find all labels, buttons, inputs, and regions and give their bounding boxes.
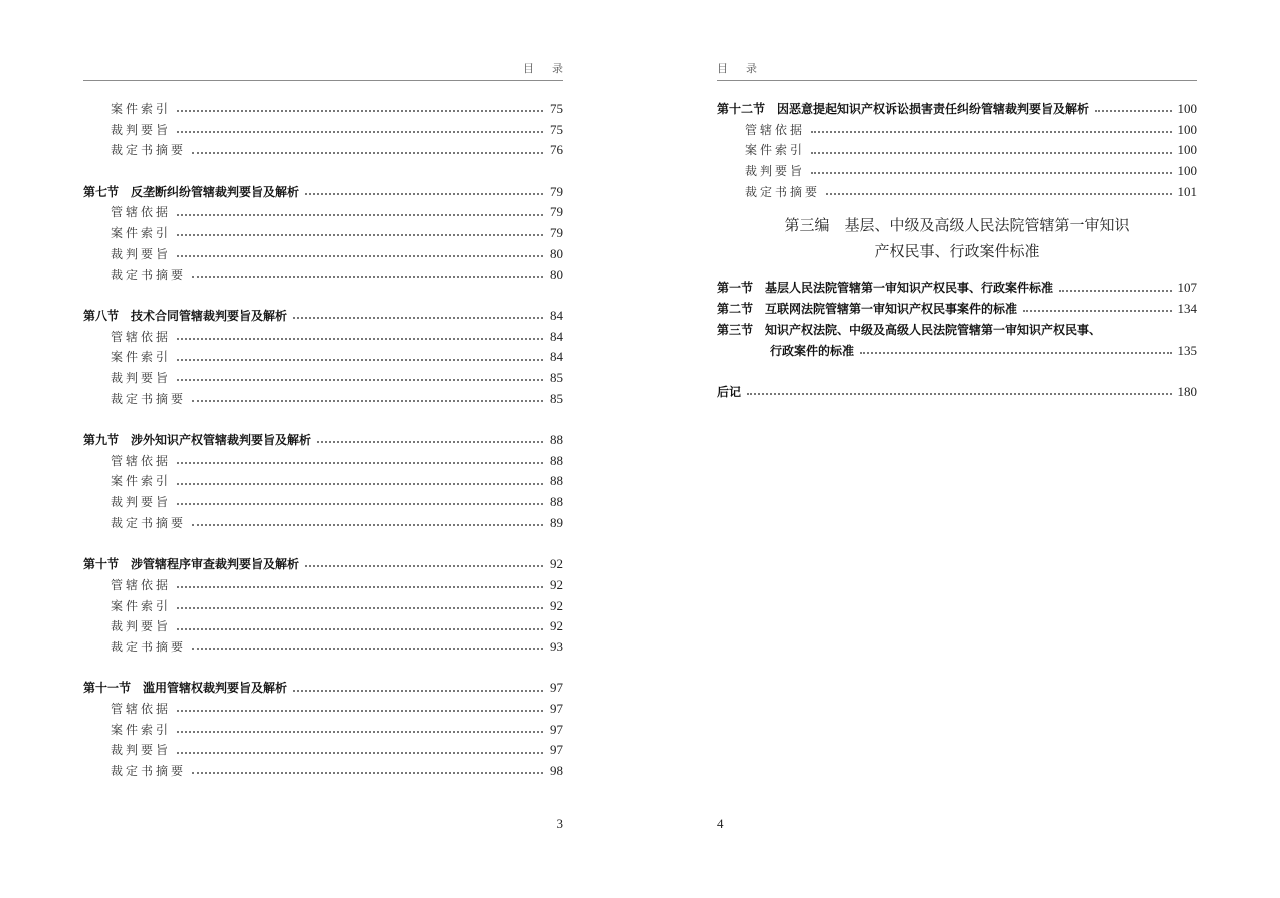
page-ref: 92 (550, 576, 563, 592)
toc-section-entry[interactable] (83, 678, 563, 699)
toc-section-entry[interactable] (83, 182, 563, 203)
subentry-title: 裁判要旨 (111, 495, 172, 510)
page-ref: 75 (550, 121, 563, 137)
toc-section-entry[interactable] (717, 299, 1197, 320)
dot-leader (317, 434, 543, 446)
subentry-title: 裁判要旨 (111, 619, 172, 634)
dot-leader (177, 600, 543, 612)
dot-leader (177, 703, 543, 715)
subentry-title: 裁判要旨 (111, 743, 172, 758)
subentry-title: 管辖依据 (111, 205, 172, 220)
dot-leader (1023, 303, 1171, 315)
subentry-title: 裁定书摘要 (111, 639, 187, 654)
toc-subentry[interactable] (83, 637, 563, 658)
afterword-title: 后记 (717, 384, 742, 399)
section-title: 涉管辖程序审查裁判要旨及解析 (131, 557, 300, 572)
section-title-continued: 行政案件的标准 (770, 343, 855, 358)
dot-leader (747, 386, 1171, 398)
toc-afterword-entry[interactable] (717, 382, 1197, 403)
dot-leader (860, 345, 1171, 357)
part-title-line: 产权民事、行政案件标准 (874, 242, 1040, 261)
subentry-title: 裁判要旨 (111, 122, 172, 137)
dot-leader (192, 393, 543, 405)
subentry-title: 裁判要旨 (111, 246, 172, 261)
toc-subentry[interactable] (83, 223, 563, 244)
page-ref: 100 (1177, 142, 1197, 158)
running-head-text: 目录 (717, 62, 775, 75)
section-number: 第九节 (83, 433, 120, 447)
page-ref: 88 (550, 473, 563, 489)
dot-leader (177, 476, 543, 488)
dot-leader (177, 207, 543, 219)
part-title-line: 第三编 基层、中级及高级人民法院管辖第一审知识 (784, 216, 1130, 235)
page-ref: 107 (1177, 280, 1197, 296)
dot-leader (811, 165, 1171, 177)
toc-subentry[interactable] (83, 327, 563, 348)
page-ref: 100 (1177, 121, 1197, 137)
section-number: 第十节 (83, 557, 120, 572)
dot-leader (177, 496, 543, 508)
subentry-title: 案件索引 (745, 143, 806, 158)
page-ref: 100 (1177, 101, 1197, 116)
right-page (717, 0, 1197, 898)
page-ref: 92 (550, 597, 563, 613)
page-ref: 92 (550, 556, 563, 572)
page-ref: 85 (550, 390, 563, 406)
section-title: 反垄断纠纷管辖裁判要旨及解析 (131, 184, 300, 199)
subentry-title: 裁判要旨 (111, 370, 172, 385)
subentry-title: 案件索引 (111, 474, 172, 489)
toc-subentry[interactable] (83, 740, 563, 761)
left-page (83, 0, 581, 898)
dot-leader (177, 331, 543, 343)
dot-leader (177, 103, 543, 115)
page-ref: 79 (550, 225, 563, 241)
dot-leader (177, 372, 543, 384)
subentry-title: 案件索引 (111, 722, 172, 737)
toc-subentry[interactable] (83, 265, 563, 286)
toc-subentry[interactable] (83, 575, 563, 596)
dot-leader (177, 745, 543, 757)
page-ref: 89 (550, 514, 563, 530)
toc-subentry[interactable] (83, 720, 563, 741)
page-number: 4 (717, 816, 724, 831)
subentry-title: 管辖依据 (111, 577, 172, 592)
page-ref: 79 (550, 204, 563, 220)
page-ref: 135 (1177, 342, 1197, 358)
page-ref: 84 (550, 307, 563, 323)
toc-subentry[interactable] (83, 389, 563, 410)
page-ref: 88 (550, 432, 563, 447)
toc-subentry[interactable] (83, 99, 563, 120)
toc-section-entry[interactable] (83, 554, 563, 575)
dot-leader (192, 517, 543, 529)
page-ref: 97 (550, 721, 563, 737)
page-ref: 101 (1177, 183, 1197, 199)
running-head (83, 60, 581, 81)
dot-leader (811, 124, 1171, 136)
subentry-title: 裁判要旨 (745, 164, 806, 179)
toc-subentry[interactable] (83, 513, 563, 534)
toc-subentry[interactable] (83, 244, 563, 265)
toc-subentry[interactable] (83, 368, 563, 389)
section-number: 第八节 (83, 308, 120, 323)
section-number: 第十二节 (717, 102, 766, 116)
toc-subentry[interactable] (83, 761, 563, 782)
page-ref: 92 (550, 618, 563, 634)
dot-leader (177, 227, 543, 239)
section-title: 基层人民法院管辖第一审知识产权民事、行政案件标准 (765, 281, 1054, 296)
toc-subentry[interactable] (83, 140, 563, 161)
dot-leader (177, 579, 543, 591)
dot-leader (177, 248, 543, 260)
toc-section-entry[interactable] (717, 320, 1197, 361)
toc-section-entry[interactable] (717, 278, 1197, 299)
page-ref: 93 (550, 638, 563, 654)
page-ref: 88 (550, 494, 563, 510)
page-ref: 180 (1177, 383, 1197, 399)
toc-subentry[interactable] (717, 140, 1197, 161)
dot-leader (305, 558, 543, 570)
subentry-title: 案件索引 (111, 226, 172, 241)
dot-leader (811, 145, 1171, 157)
dot-leader (192, 765, 543, 777)
toc-subentry[interactable] (83, 202, 563, 223)
page-ref: 85 (550, 369, 563, 385)
subentry-title: 案件索引 (111, 102, 172, 116)
toc-subentry[interactable] (717, 161, 1197, 182)
page-ref: 134 (1177, 301, 1197, 317)
toc-subentry[interactable] (83, 596, 563, 617)
subentry-title: 管辖依据 (111, 453, 172, 468)
page-ref: 80 (550, 245, 563, 261)
subentry-title: 裁定书摘要 (111, 515, 187, 530)
page-ref: 97 (550, 700, 563, 716)
subentry-title: 管辖依据 (745, 122, 806, 137)
subentry-title: 案件索引 (111, 350, 172, 365)
toc-list (717, 99, 1197, 403)
toc-subentry[interactable] (83, 492, 563, 513)
dot-leader (177, 455, 543, 467)
section-title: 涉外知识产权管辖裁判要旨及解析 (131, 433, 312, 447)
page-ref: 84 (550, 349, 563, 365)
toc-section-entry[interactable] (83, 430, 563, 451)
section-number: 第七节 (83, 184, 120, 199)
page-ref: 97 (550, 680, 563, 696)
section-number: 第一节 (717, 281, 754, 296)
toc-section-entry[interactable] (83, 306, 563, 327)
dot-leader (293, 310, 543, 322)
running-head-text: 目录 (523, 62, 581, 75)
section-title: 滥用管辖权裁判要旨及解析 (143, 681, 288, 696)
toc-subentry[interactable] (83, 347, 563, 368)
page-ref: 76 (550, 142, 563, 158)
dot-leader (305, 186, 543, 198)
section-number: 第二节 (717, 302, 754, 317)
page-ref: 79 (550, 183, 563, 199)
dot-leader (1095, 103, 1171, 115)
page-ref: 88 (550, 452, 563, 468)
subentry-title: 管辖依据 (111, 329, 172, 344)
toc-subentry[interactable] (83, 451, 563, 472)
page-ref: 80 (550, 266, 563, 282)
dot-leader (177, 724, 543, 736)
dot-leader (177, 352, 543, 364)
toc-subentry[interactable] (83, 471, 563, 492)
toc-subentry[interactable] (717, 182, 1197, 203)
part-title (717, 212, 1197, 264)
subentry-title: 裁定书摘要 (111, 143, 187, 158)
dot-leader (177, 621, 543, 633)
page-ref: 100 (1177, 163, 1197, 179)
toc-list (83, 99, 563, 782)
section-title: 因恶意提起知识产权诉讼损害责任纠纷管辖裁判要旨及解析 (777, 102, 1090, 116)
dot-leader (192, 269, 543, 281)
dot-leader (192, 145, 543, 157)
dot-leader (293, 683, 543, 695)
subentry-title: 案件索引 (111, 598, 172, 613)
page-ref: 98 (550, 763, 563, 778)
page-ref: 75 (550, 101, 563, 116)
page-ref: 84 (550, 328, 563, 344)
dot-leader (177, 124, 543, 136)
subentry-title: 裁定书摘要 (111, 764, 187, 778)
section-number: 第三节 (717, 322, 754, 337)
toc-subentry[interactable] (83, 616, 563, 637)
dot-leader (192, 641, 543, 653)
dot-leader (826, 186, 1171, 198)
section-number: 第十一节 (83, 681, 132, 696)
toc-subentry[interactable] (717, 120, 1197, 141)
section-title: 互联网法院管辖第一审知识产权民事案件的标准 (765, 302, 1018, 317)
subentry-title: 裁定书摘要 (111, 391, 187, 406)
subentry-title: 管辖依据 (111, 701, 172, 716)
toc-subentry[interactable] (83, 699, 563, 720)
dot-leader (1059, 283, 1171, 295)
toc-subentry[interactable] (83, 120, 563, 141)
running-head (717, 60, 1197, 81)
section-title: 知识产权法院、中级及高级人民法院管辖第一审知识产权民事、 (765, 322, 1102, 337)
subentry-title: 裁定书摘要 (745, 184, 821, 199)
subentry-title: 裁定书摘要 (111, 267, 187, 282)
toc-section-entry[interactable] (717, 99, 1197, 120)
section-title: 技术合同管辖裁判要旨及解析 (131, 308, 288, 323)
page-ref: 97 (550, 742, 563, 758)
page-number: 3 (556, 816, 563, 831)
